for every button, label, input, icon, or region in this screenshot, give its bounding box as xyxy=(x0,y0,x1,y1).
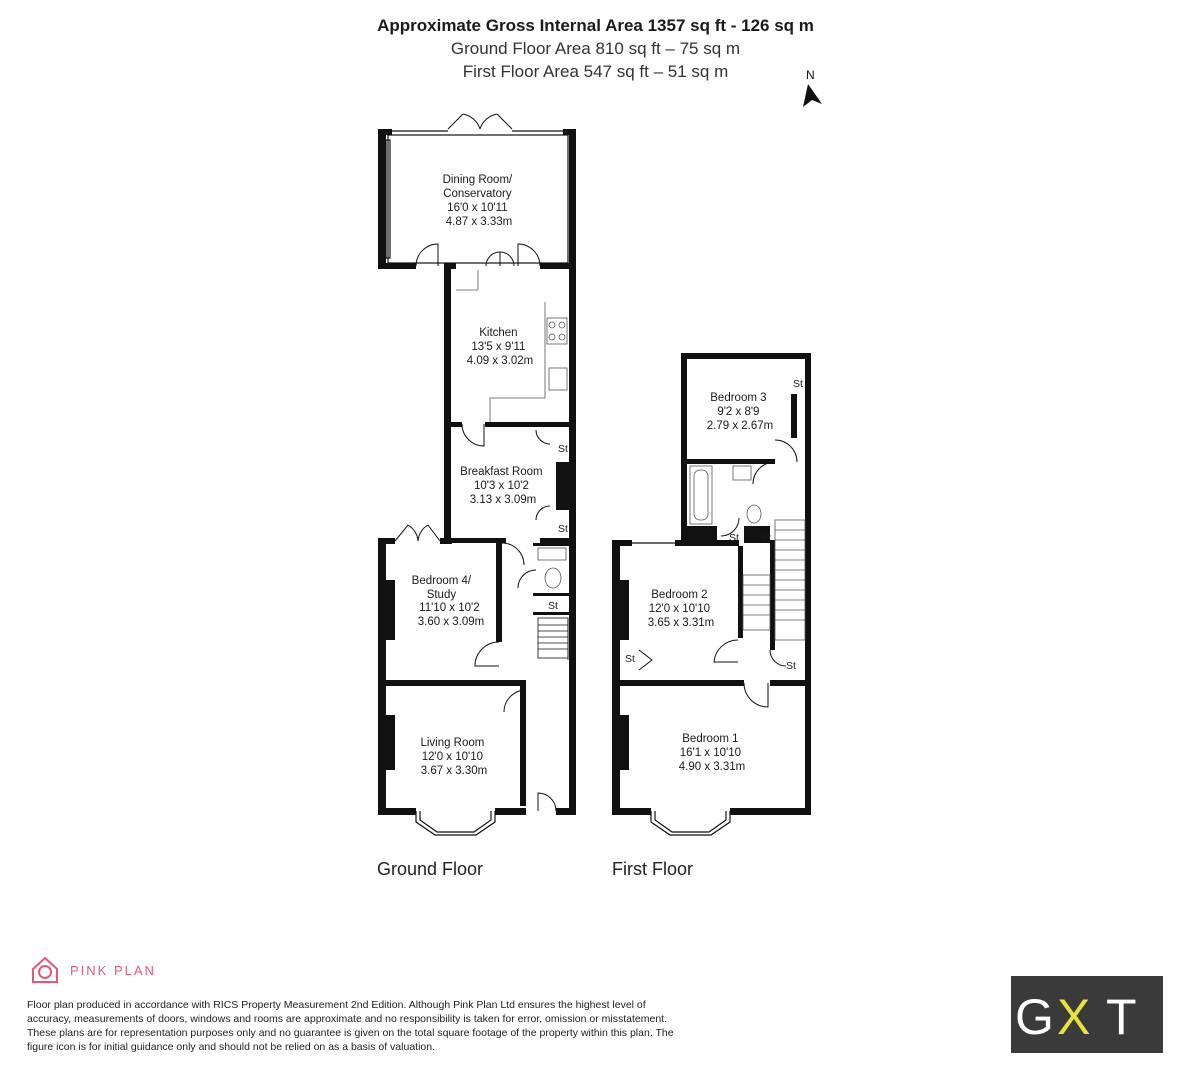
storage-label: St xyxy=(729,532,739,544)
storage-label: St xyxy=(558,443,568,455)
first-floor-area: First Floor Area 547 sq ft – 51 sq m xyxy=(462,62,729,81)
room-label-kitchen: Kitchen 13'5 x 9'11 4.09 x 3.02m xyxy=(466,327,534,367)
storage-label: St xyxy=(761,532,771,544)
first-floor-label: First Floor xyxy=(612,859,693,879)
ground-floor-area: Ground Floor Area 810 sq ft – 75 sq m xyxy=(450,39,741,58)
storage-label: St xyxy=(793,378,803,390)
room-label-bedroom-4: Bedroom 4/ Study 11'10 x 10'2 3.60 x 3.09m xyxy=(411,575,485,628)
logo-letter-g: G xyxy=(1015,989,1054,1045)
storage-label: St xyxy=(625,653,635,665)
brand-name: PINK PLAN xyxy=(70,962,156,978)
disclaimer-text: Floor plan produced in accordance with RICS Property Measurement 2nd Edition. Although Pink Plan Ltd ensures the highest level of accuracy, measurements of doors, windows and rooms are approximate and no responsibility is taken for error, omission or misstatement. These plans are for representation purposes only and no guarantee is given on the total square footage of the property within this plan. The figure icon is for initial guidance only and should not be relied on as a basis of valuation. xyxy=(27,999,674,1053)
agent-logo xyxy=(1011,976,1163,1053)
logo-letter-x: X xyxy=(1057,989,1091,1045)
storage-label: St xyxy=(558,523,568,535)
room-label-bedroom-3: Bedroom 3 9'2 x 8'9 2.79 x 2.67m xyxy=(706,392,774,432)
room-label-bedroom-1: Bedroom 1 16'1 x 10'10 4.90 x 3.31m xyxy=(678,733,746,773)
storage-label: St xyxy=(548,600,558,612)
room-label-breakfast-room: Breakfast Room 10'3 x 10'2 3.13 x 3.09m xyxy=(460,466,543,506)
logo-letter-t: T xyxy=(1106,989,1137,1045)
room-label-living-room: Living Room 12'0 x 10'10 3.67 x 3.30m xyxy=(420,737,488,777)
house-logo-icon xyxy=(30,955,60,985)
room-label-dining-room: Dining Room/ Conservatory 16'0 x 10'11 4.87 x 3.33m xyxy=(442,174,513,228)
storage-label: St xyxy=(786,660,796,672)
ground-floor-stairs xyxy=(538,618,568,660)
gross-area-title: Approximate Gross Internal Area 1357 sq ft - 126 sq m xyxy=(377,16,814,35)
room-label-bedroom-2: Bedroom 2 12'0 x 10'10 3.65 x 3.31m xyxy=(647,589,715,629)
ground-floor-label: Ground Floor xyxy=(377,859,484,879)
north-label: N xyxy=(806,68,815,82)
north-arrow-icon xyxy=(803,68,822,107)
pink-plan-brand xyxy=(30,955,156,985)
